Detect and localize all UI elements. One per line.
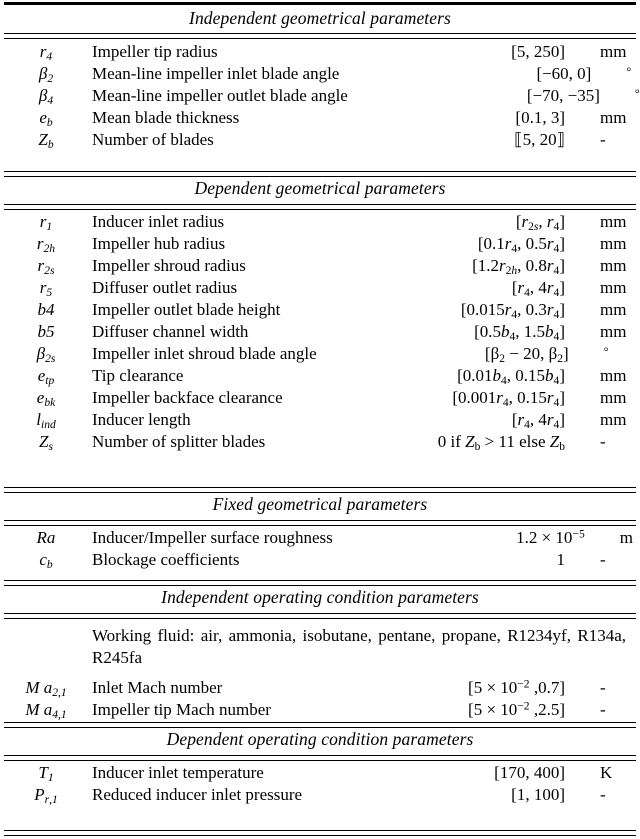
row-description: Mean-line impeller outlet blade angle — [92, 86, 348, 105]
table-rule-3 — [4, 204, 636, 210]
row-description: Inducer/Impeller surface roughness — [92, 528, 333, 547]
row-value: [$0.01b_4$, $0.15b_4$] — [457, 366, 565, 388]
row-symbol: $r_{2s}$ — [37, 256, 55, 278]
table-row — [4, 388, 636, 410]
row-description: Impeller tip Mach number — [92, 700, 271, 719]
row-description: Impeller backface clearance — [92, 388, 283, 407]
row-symbol: $Z_b$ — [38, 130, 54, 152]
row-unit: mm — [600, 212, 627, 231]
row-value: $1.2 \times 10^{-5}$ — [516, 527, 585, 547]
row-unit: ° — [626, 64, 632, 79]
table-row — [4, 344, 636, 366]
row-value: [5, 250] — [511, 42, 565, 61]
row-symbol: M $a_{2,1}$ — [25, 678, 67, 700]
row-unit: mm — [600, 278, 627, 297]
row-description: Tip clearance — [92, 366, 184, 385]
row-unit: mm — [600, 366, 627, 385]
row-description: Inducer inlet temperature — [92, 763, 264, 782]
row-description: Reduced inducer inlet pressure — [92, 785, 303, 804]
row-value: [$1.2r_{2h}$, $0.8r_4$] — [472, 256, 565, 278]
row-symbol: $r_4$ — [39, 42, 53, 64]
row-unit: mm — [600, 410, 627, 429]
row-symbol: $P_{r,1}$ — [34, 785, 58, 807]
table-row — [4, 528, 636, 550]
table-row — [4, 432, 636, 454]
row-unit: - — [600, 785, 606, 804]
row-symbol: $r_{2h}$ — [36, 234, 56, 256]
row-description: Impeller shroud radius — [92, 256, 246, 275]
row-unit: mm — [600, 388, 627, 407]
table-row — [4, 550, 636, 572]
table-rule-4 — [4, 487, 636, 493]
row-symbol: $\beta_2$ — [38, 64, 54, 86]
row-description: Inlet Mach number — [92, 678, 223, 697]
table-rule-0 — [4, 2, 636, 5]
row-description: Number of blades — [92, 130, 214, 149]
row-value: ⟦5, 20⟧ — [514, 130, 565, 149]
table-row — [4, 256, 636, 278]
row-unit: - — [600, 432, 606, 451]
row-description: Impeller tip radius — [92, 42, 218, 61]
row-value: [$r_{2s}$, $r_4$] — [515, 212, 565, 234]
section-heading-independent-operating: Independent operating condition parameters — [161, 587, 479, 607]
row-symbol: $\beta_4$ — [38, 86, 54, 108]
row-symbol: Ra — [36, 528, 56, 547]
row-symbol: $c_b$ — [39, 550, 53, 572]
row-symbol: $l_{ind}$ — [36, 410, 56, 432]
row-unit: m — [619, 528, 633, 547]
table-row — [4, 64, 636, 86]
row-description: Impeller inlet shroud blade angle — [92, 344, 317, 363]
table-rule-2 — [4, 171, 636, 177]
row-value: [$0.5b_4$, $1.5b_4$] — [474, 322, 565, 344]
row-value: [$0.1r_4$, $0.5r_4$] — [477, 234, 565, 256]
section-heading-dependent-geometrical: Dependent geometrical parameters — [194, 178, 446, 198]
row-symbol: $e_{bk}$ — [36, 388, 56, 410]
row-value: [$0.015r_4$, $0.3r_4$] — [460, 300, 565, 322]
row-description: Diffuser channel width — [92, 322, 249, 341]
row-value: [$0.001r_4$, $0.15r_4$] — [452, 388, 565, 410]
row-symbol: $e_{tp}$ — [37, 366, 55, 388]
row-unit: mm — [600, 256, 627, 275]
row-value: [$5 \times 10^{-2}$ ,2.5] — [468, 699, 565, 719]
row-unit: - — [600, 550, 606, 569]
section-heading-fixed-geometrical: Fixed geometrical parameters — [212, 494, 428, 514]
row-description: Impeller hub radius — [92, 234, 226, 253]
row-unit: - — [600, 678, 606, 697]
row-value: [−60, 0] — [536, 64, 592, 83]
row-description: Inducer inlet radius — [92, 212, 225, 231]
table-row — [4, 130, 636, 152]
table-rule-1 — [4, 33, 636, 39]
table-rule-5 — [4, 520, 636, 526]
row-symbol: $r_5$ — [39, 278, 53, 300]
section-heading-dependent-operating: Dependent operating condition parameters — [166, 729, 474, 749]
row-value: [170, 400] — [494, 763, 565, 782]
row-unit: - — [600, 700, 606, 719]
table-row — [4, 108, 636, 130]
table-row — [4, 42, 636, 64]
row-description: Blockage coefficients — [92, 550, 240, 569]
row-value: [$r_4$, $4r_4$] — [511, 410, 565, 432]
table-row — [4, 300, 636, 322]
row-value: 0 if $Z_b > 11$ else $Z_b$ — [437, 432, 565, 454]
table-row — [4, 212, 636, 234]
row-symbol: b4 — [37, 300, 55, 319]
table-row — [4, 234, 636, 256]
section-heading-independent-geometrical: Independent geometrical parameters — [189, 8, 451, 28]
row-unit: mm — [600, 108, 627, 127]
table-row — [4, 678, 636, 700]
row-symbol: $\beta_{2s}$ — [36, 344, 56, 366]
row-value: [$5 \times 10^{-2}$ ,0.7] — [468, 677, 565, 697]
row-value: [$\beta_2 - 20$, $\beta_2$] — [484, 344, 569, 366]
row-symbol: $T_1$ — [38, 763, 54, 785]
row-value: [$r_4$, $4r_4$] — [511, 278, 565, 300]
row-symbol: $e_b$ — [39, 108, 53, 130]
row-description: Inducer length — [92, 410, 191, 429]
table-row — [4, 700, 636, 722]
table-row — [4, 278, 636, 300]
row-unit: - — [600, 130, 606, 149]
row-description: Impeller outlet blade height — [92, 300, 281, 319]
row-description: Diffuser outlet radius — [92, 278, 238, 297]
row-description: Number of splitter blades — [92, 432, 266, 451]
row-symbol: M $a_{4,1}$ — [25, 700, 67, 722]
row-value: [−70, −35] — [526, 86, 600, 105]
row-value: [0.1, 3] — [515, 108, 565, 127]
row-unit: mm — [600, 234, 627, 253]
table-rule-10 — [4, 830, 636, 836]
row-unit: mm — [600, 42, 627, 61]
table-rule-6 — [4, 580, 636, 586]
row-unit: mm — [600, 300, 627, 319]
row-unit: K — [600, 763, 613, 782]
table-row — [4, 410, 636, 432]
row-symbol: b5 — [37, 322, 55, 341]
row-symbol: $Z_s$ — [39, 432, 53, 454]
table-row — [4, 322, 636, 344]
table-row — [4, 86, 640, 108]
table-rule-8 — [4, 722, 636, 728]
table-row — [4, 785, 636, 807]
row-unit: mm — [600, 322, 627, 341]
row-description: Mean blade thickness — [92, 108, 240, 127]
row-unit: ° — [603, 344, 609, 359]
row-value: [1, 100] — [511, 785, 565, 804]
row-symbol: $r_1$ — [39, 212, 53, 234]
row-unit: ° — [634, 86, 640, 101]
row-description: Mean-line impeller inlet blade angle — [92, 64, 340, 83]
table-row — [4, 763, 636, 785]
table-rule-9 — [4, 755, 636, 761]
table-row — [4, 366, 636, 388]
table-rule-7 — [4, 613, 636, 619]
row-value: 1 — [556, 550, 565, 569]
working-fluid-note: Working fluid: air, ammonia, isobutane, pentane, propane, R1234yf, R134a, R245fa — [92, 626, 626, 667]
